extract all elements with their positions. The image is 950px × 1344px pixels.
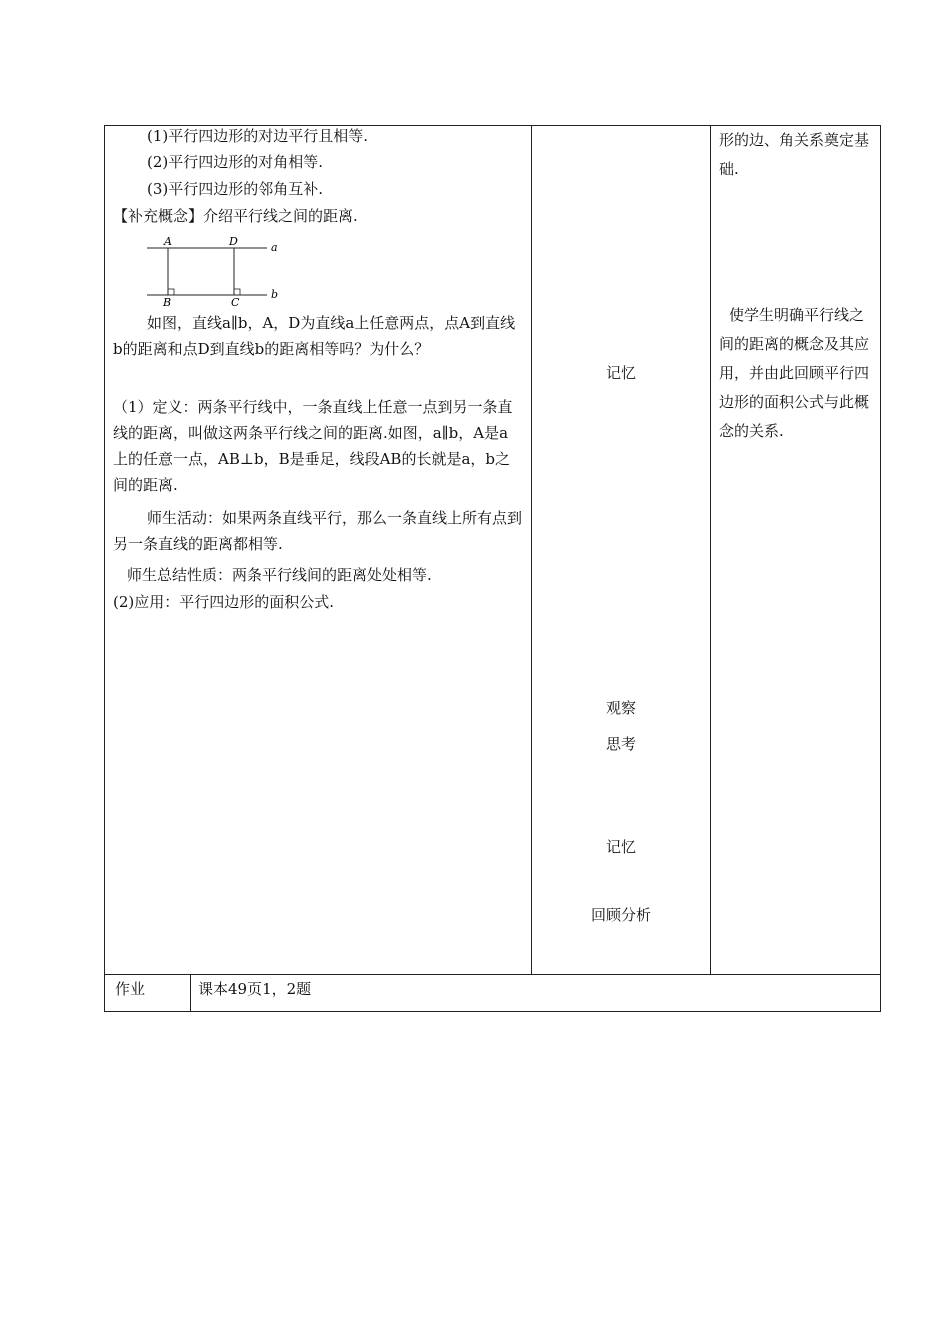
- activity-paragraph: 师生活动：如果两条直线平行，那么一条直线上所有点到另一条直线的距离都相等.: [113, 509, 523, 553]
- homework-content: 课本49页1，2题: [198, 980, 312, 998]
- purpose-paragraph-1: 形的边、角关系奠定基础.: [719, 131, 870, 178]
- memory-label-1: 记忆: [605, 364, 636, 382]
- property-3: (3)平行四边形的邻角互补.: [147, 180, 324, 198]
- purpose-paragraph-2: 使学生明确平行线之间的距离的概念及其应用，并由此回顾平行四边形的面积公式与此概念的关系.: [719, 306, 870, 440]
- homework-label: 作业: [115, 980, 146, 998]
- property-2: (2)平行四边形的对角相等.: [147, 153, 324, 171]
- label-A: A: [164, 235, 172, 248]
- think-label: 思考: [605, 735, 636, 753]
- supplement-heading: 【补充概念】介绍平行线之间的距离.: [113, 207, 358, 225]
- row-divider: [105, 974, 880, 975]
- label-D: D: [229, 235, 238, 248]
- homework-divider: [190, 974, 191, 1012]
- summary-text: 师生总结性质：两条平行线间的距离处处相等.: [127, 566, 432, 584]
- label-a: a: [271, 241, 278, 254]
- review-label: 回顾分析: [590, 906, 651, 924]
- property-1: (1)平行四边形的对边平行且相等.: [147, 127, 369, 145]
- application-text: (2)应用：平行四边形的面积公式.: [113, 593, 335, 611]
- definition-paragraph: （1）定义：两条平行线中，一条直线上任意一点到另一条直线的距离，叫做这两条平行线之间的距离.如图，a∥b，A是a上的任意一点，AB⊥b，B是垂足，线段AB的长就是a，b之间的距离.: [113, 398, 513, 494]
- question-paragraph: 如图，直线a∥b，A，D为直线a上任意两点，点A到直线b的距离和点D到直线b的距离相等吗？为什么？: [113, 314, 516, 358]
- label-b: b: [271, 288, 279, 301]
- memory-label-2: 记忆: [605, 838, 636, 856]
- observe-label: 观察: [605, 699, 636, 717]
- lesson-table: [104, 125, 881, 1012]
- parallel-lines-figure: [145, 234, 285, 309]
- label-B: B: [163, 296, 172, 309]
- label-C: C: [231, 296, 240, 309]
